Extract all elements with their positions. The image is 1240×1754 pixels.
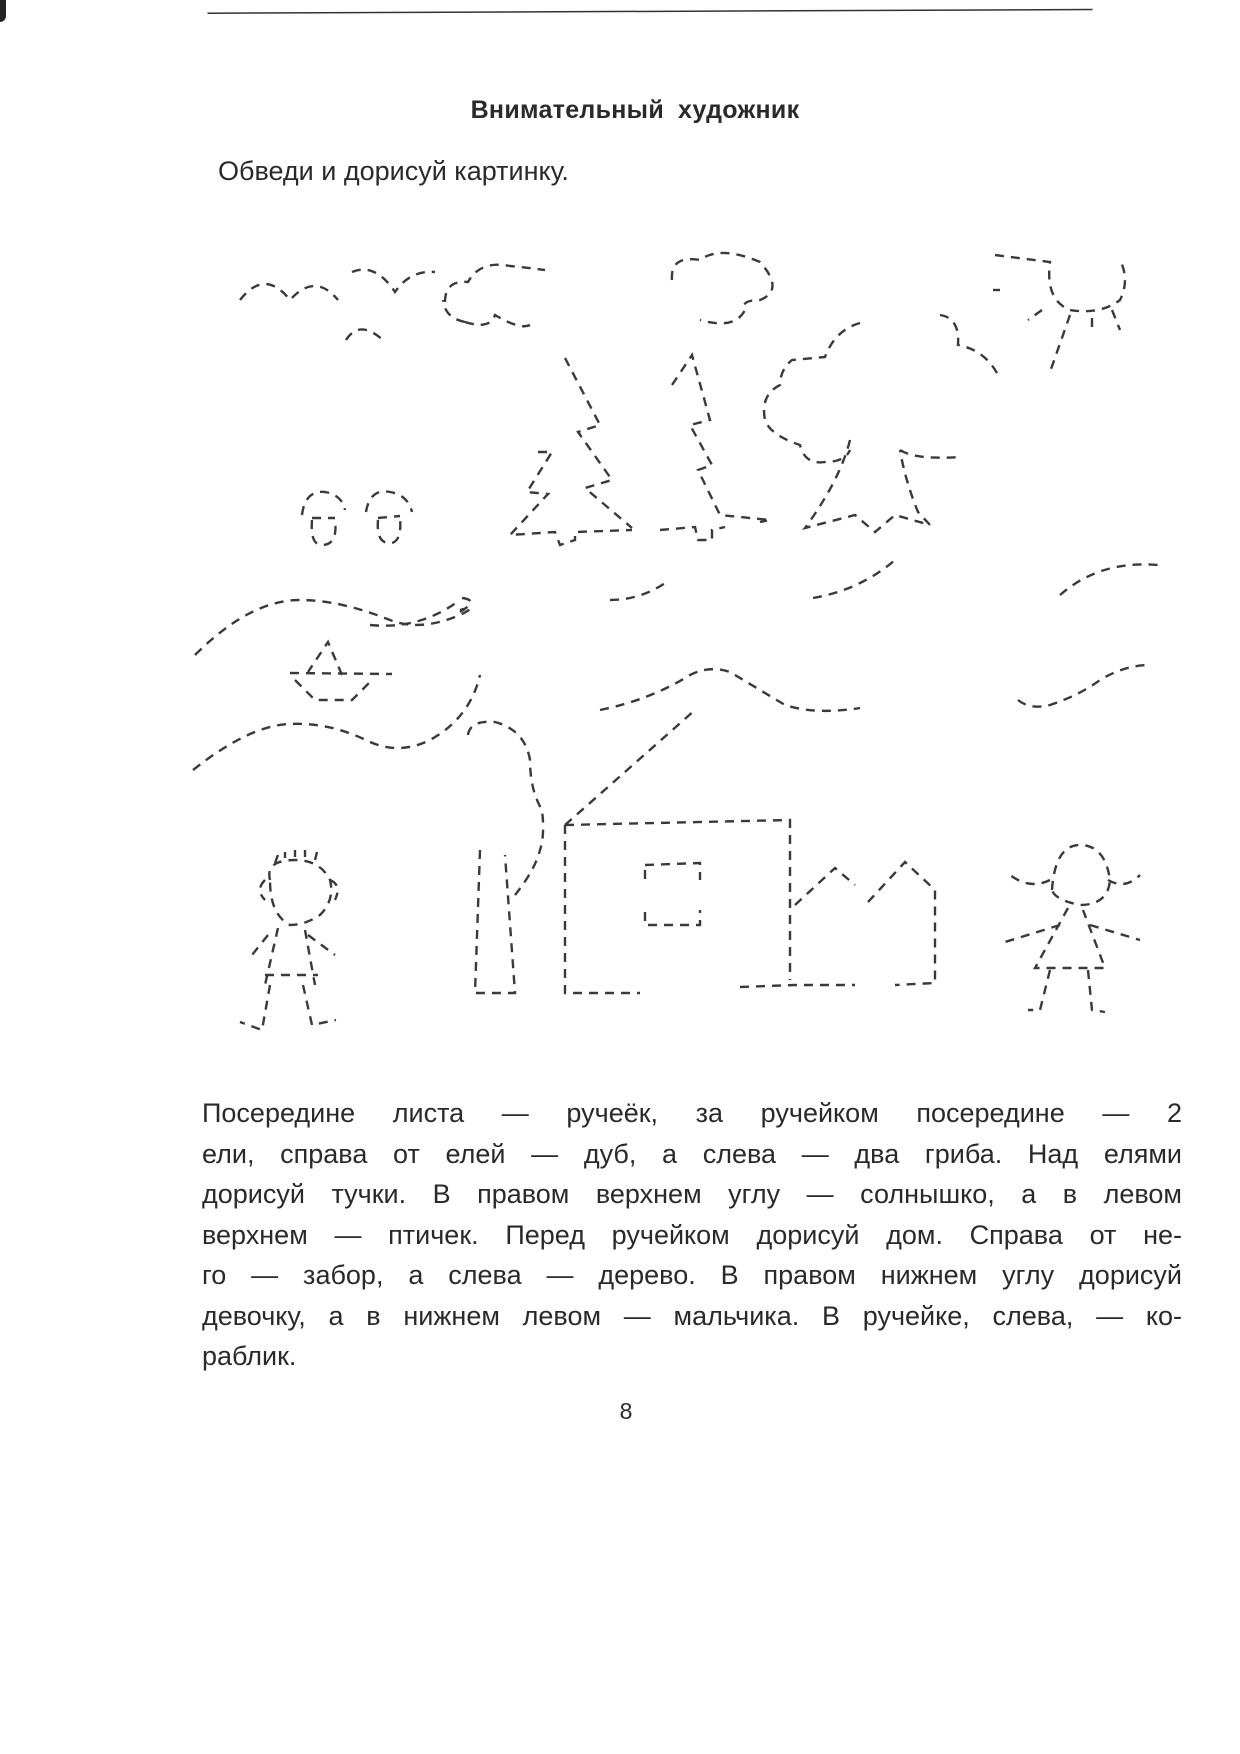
title-word-1: Внимательный [470, 96, 664, 124]
house-icon [565, 710, 790, 993]
stream-icon [193, 665, 1150, 770]
fir-tree-icon [660, 355, 770, 540]
fence-icon [740, 862, 935, 987]
fir-tree-icon [510, 358, 632, 545]
mushroom-icon [366, 491, 412, 543]
task-description [202, 1093, 1182, 1377]
task-line: Посередине листа — ручеёк, за ручейком посередине — 2 [202, 1098, 1182, 1128]
birds-icon [240, 270, 435, 343]
instruction-text: Обведи и дорисуй картинку. [218, 156, 569, 186]
boy-icon [240, 850, 338, 1030]
task-line: ели, справа от елей — дуб, а слева — два гриба. Над елями [202, 1138, 1182, 1169]
tree-icon [468, 722, 543, 993]
stream-icon [195, 560, 1158, 655]
task-line: раблик. [202, 1341, 297, 1371]
task-line: девочку, а в нижнем левом — мальчика. В ручейке, слева, — ко- [202, 1300, 1182, 1331]
task-line: верхнем — птичек. Перед ручейком дорисуй дом. Справа от не- [202, 1219, 1182, 1250]
oak-tree-icon [764, 315, 998, 532]
sun-icon [993, 255, 1125, 372]
paper-boat-icon [290, 642, 392, 700]
task-line: го — забор, а слева — дерево. В правом нижнем углу дорисуй [202, 1260, 1182, 1290]
page-number: 8 [619, 1398, 633, 1424]
girl-icon [1005, 845, 1140, 1012]
mushroom-icon [302, 492, 345, 545]
title-word-2: художник [678, 96, 800, 124]
cloud-icon [672, 253, 773, 323]
task-line: дорисуй тучки. В правом верхнем углу — солнышко, а в левом [202, 1179, 1182, 1209]
cloud-icon [443, 265, 545, 327]
